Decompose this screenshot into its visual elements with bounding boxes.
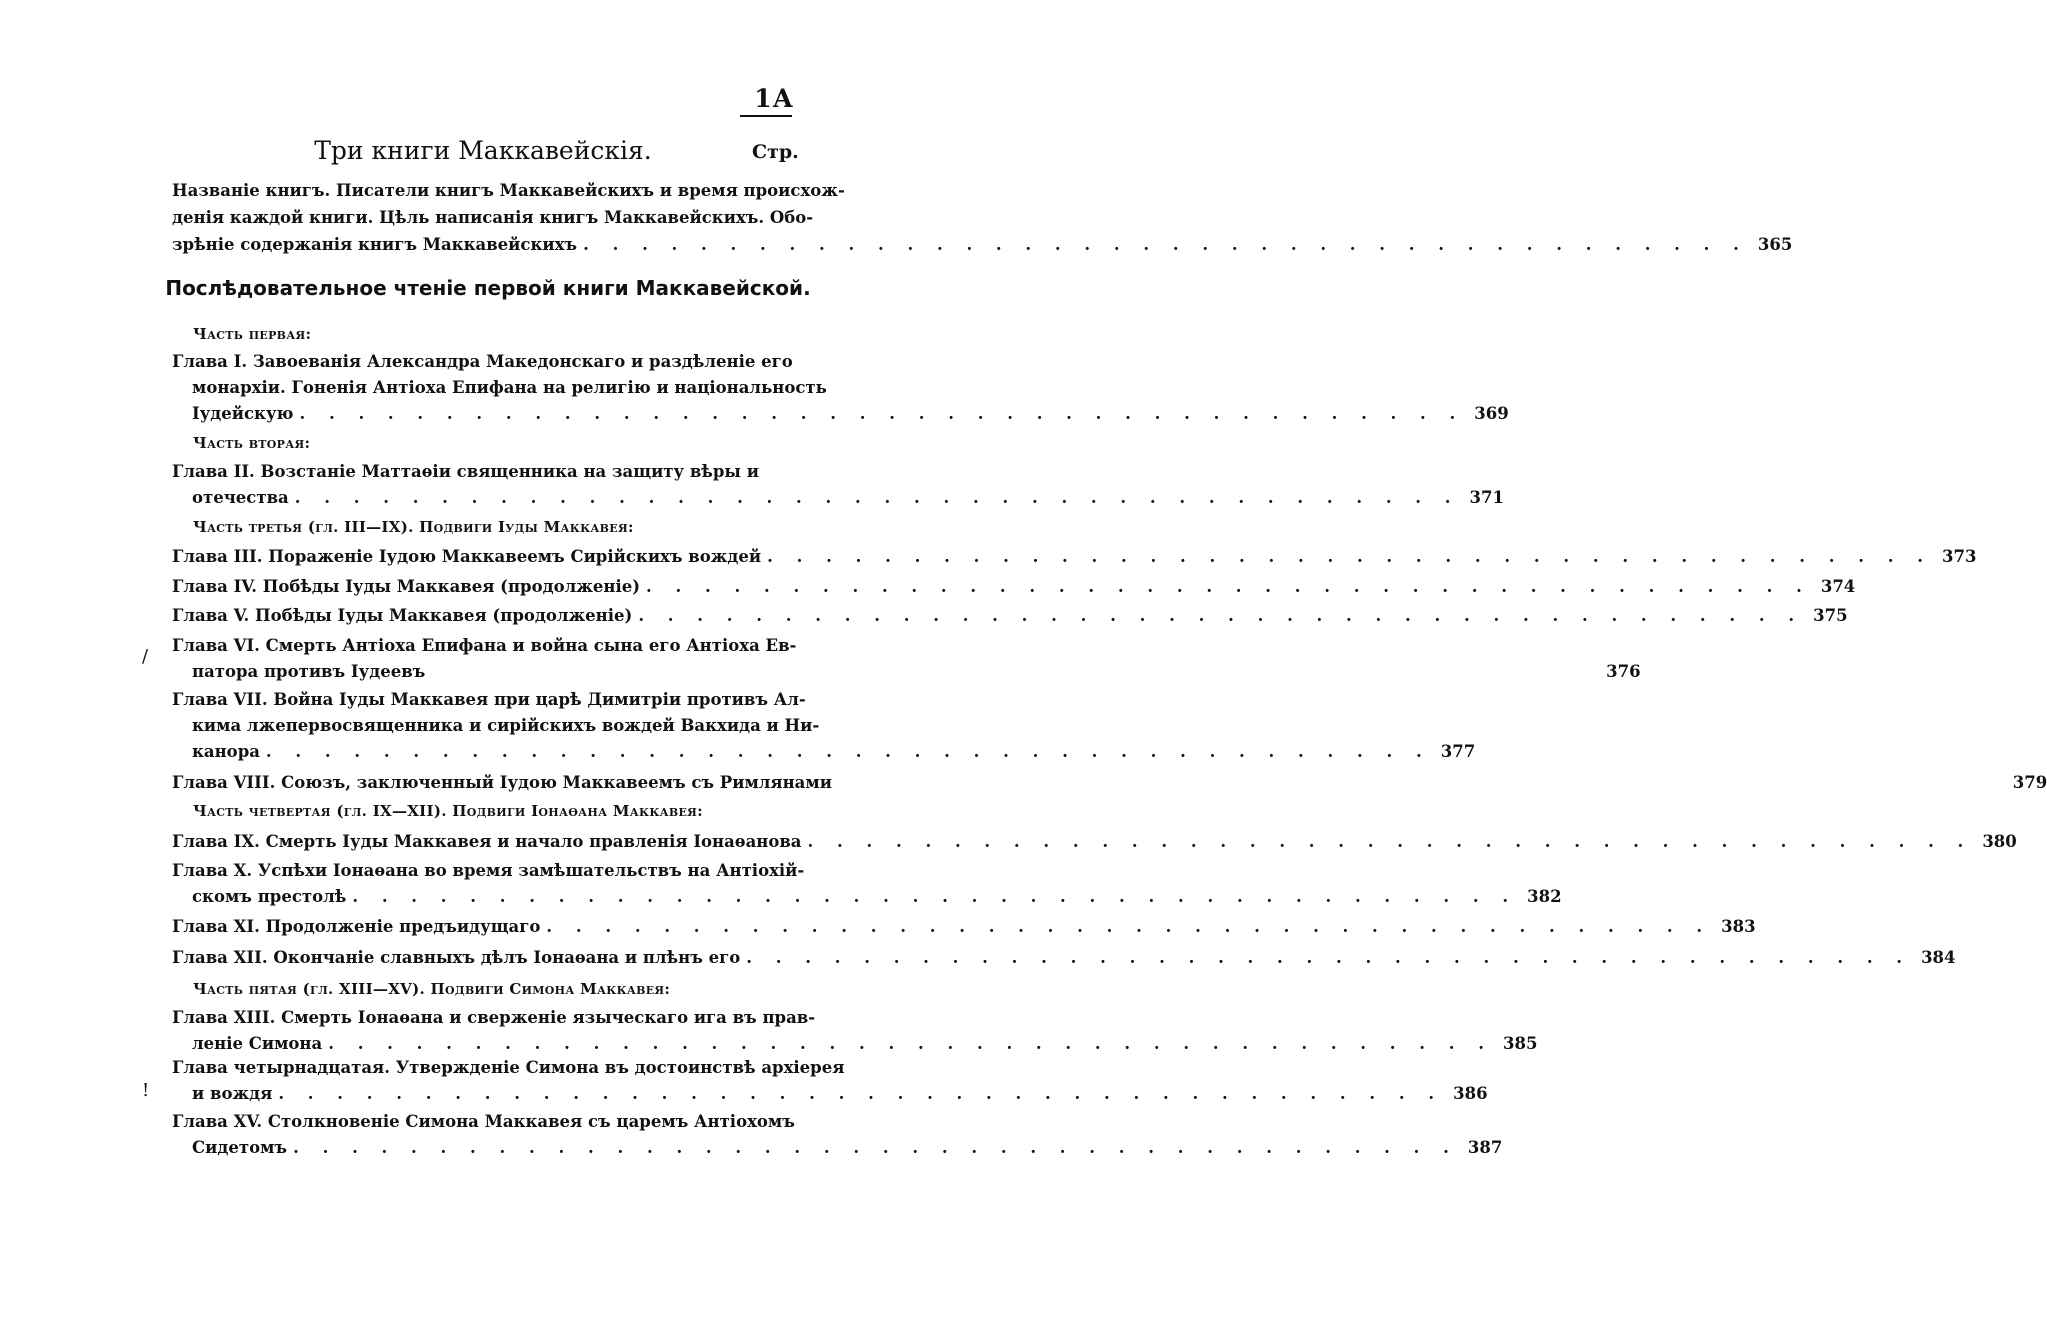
page-ref: 373 xyxy=(1941,547,1977,566)
entry-last-row xyxy=(192,662,1641,681)
intro-line: денія каждой книги. Цѣль написанія книгъ Маккавейскихъ. Обо- xyxy=(172,208,814,227)
page-ref: 379 xyxy=(2012,773,2047,792)
toc-entry xyxy=(172,1058,1488,1108)
entry-line: Глава I. Завоеванія Александра Македонскаго и раздѣленіе его xyxy=(172,352,793,371)
page-ref: 386 xyxy=(1453,1084,1488,1103)
part-heading: Часть пятая (гл. XIII—XV). Подвиги Симона Маккавея: xyxy=(193,980,671,998)
dot-leader: . . . . . . . . . . . . . . . . . . . . . . . . . . . . . . . . . . . . . . . . xyxy=(352,887,1518,906)
entry-line: Глава IV. Побѣды Іуды Маккавея (продолженіе) xyxy=(172,577,641,596)
page-ref: 382 xyxy=(1527,887,1562,906)
entry-last-row xyxy=(172,832,2017,851)
entry-last-row xyxy=(192,404,1509,423)
entry-line: Глава II. Возстаніе Маттаѳіи священника на защиту вѣры и xyxy=(172,462,759,481)
part-heading: Часть третья (гл. III—IX). Подвиги Іуды Маккавея: xyxy=(193,518,634,536)
entry-line: Іудейскую xyxy=(192,404,294,423)
margin-mark: / xyxy=(142,646,149,667)
toc-entry xyxy=(172,832,2017,858)
page-ref: 385 xyxy=(1503,1034,1538,1053)
entry-last-row xyxy=(172,773,2047,792)
toc-entry xyxy=(172,636,1641,686)
entry-line: Глава четырнадцатая. Утвержденіе Симона въ достоинствѣ архіерея xyxy=(172,1058,845,1077)
entry-last-row xyxy=(172,917,1756,936)
intro-line: Названіе книгъ. Писатели книгъ Маккавейскихъ и время происхож- xyxy=(172,181,845,200)
page-ref: 375 xyxy=(1813,606,1848,625)
entry-last-row xyxy=(192,887,1562,906)
page-ref: 371 xyxy=(1469,488,1504,507)
entry-last-row xyxy=(192,742,1476,761)
entry-line: леніе Симона xyxy=(192,1034,323,1053)
dot-leader: . . . . . . . . . . . . . . . . . . . . . . . . . . . . . . . . . . . . . . . . xyxy=(746,948,1912,967)
dot-leader: . . . . . . . . . . . . . . . . . . . . . . . . . . . . . . . . . . . . . . . . xyxy=(293,1138,1458,1157)
dot-leader: . . . . . . . . . . . . . . . . . . . . . . . . . . . . . . . . . . . . . . . . xyxy=(807,832,1973,851)
intro-entry xyxy=(172,178,1793,258)
toc-entry xyxy=(172,690,1476,766)
dot-leader: . . . . . . . . . . . . . . . . . . . . . . . . . . . . . . . . . . . . . . . . xyxy=(583,235,1748,254)
entry-line: скомъ престолѣ xyxy=(192,887,347,906)
toc-entry xyxy=(172,462,1504,512)
entry-last-row xyxy=(172,577,1856,596)
entry-line: Глава XV. Столкновеніе Симона Маккавея съ царемъ Антіохомъ xyxy=(172,1112,795,1131)
dot-leader: . . . . . . . . . . . . . . . . . . . . . . . . . . . . . . . . . . . . . . . . xyxy=(646,577,1811,596)
entry-last-row xyxy=(172,606,1848,625)
page-number: 1А xyxy=(754,84,794,113)
dot-leader: . . . . . . . . . . . . . . . . . . . . . . . . . . . . . . . . . . . . . . . . xyxy=(328,1034,1494,1053)
entry-line: Глава VII. Война Іуды Маккавея при царѣ Димитріи противъ Ал- xyxy=(172,690,806,709)
toc-entry xyxy=(172,352,1509,428)
page-ref: 377 xyxy=(1440,742,1476,761)
intro-line: зрѣніе содержанія книгъ Маккавейскихъ xyxy=(172,235,578,254)
page-column-label: Стр. xyxy=(752,141,799,163)
page-ref: 380 xyxy=(1982,832,2017,851)
entry-line: Сидетомъ xyxy=(192,1138,288,1157)
page-ref: 376 xyxy=(1606,662,1641,681)
part-heading: Часть первая: xyxy=(193,325,312,343)
entry-line: Глава V. Побѣды Іуды Маккавея (продолженіе) xyxy=(172,606,633,625)
entry-last-row xyxy=(172,948,1956,967)
entry-last-row xyxy=(192,488,1504,507)
entry-line: Глава VIII. Союзъ, заключенный Іудою Маккавеемъ съ Римлянами xyxy=(172,773,832,792)
page-ref: 365 xyxy=(1757,235,1793,254)
toc-entry xyxy=(172,948,1956,974)
part-heading: Часть четвертая (гл. IX—XII). Подвиги Іонаѳана Маккавея: xyxy=(193,802,704,820)
part-heading: Часть вторая: xyxy=(193,434,311,452)
entry-line: Глава X. Успѣхи Іонаѳана во время замѣшательствъ на Антіохій- xyxy=(172,861,805,880)
page-ref: 387 xyxy=(1467,1138,1503,1157)
entry-last-row xyxy=(192,1084,1488,1103)
dot-leader: . . . . . . . . . . . . . . . . . . . . . . . . . . . . . . . . . . . . . . . . xyxy=(546,917,1712,936)
page-ref: 383 xyxy=(1721,917,1756,936)
dot-leader: . . . . . . . . . . . . . . . . . . . . . . . . . . . . . . . . . . . . . . . . xyxy=(299,404,1465,423)
entry-last-row xyxy=(172,547,1977,566)
dot-leader: . . . . . . . . . . . . . . . . . . . . . . . . . . . . . . . . . . . . . . . . xyxy=(294,488,1460,507)
entry-line: Глава IX. Смерть Іуды Маккавея и начало правленія Іонаѳанова xyxy=(172,832,802,851)
toc-entry xyxy=(172,547,1977,573)
entry-line: Глава XII. Окончаніе славныхъ дѣлъ Іонаѳана и плѣнъ его xyxy=(172,948,741,967)
dot-leader: . . . . . . . . . . . . . . . . . . . . . . . . . . . . . . . . . . . . . . . . xyxy=(767,547,1932,566)
page-ref: 369 xyxy=(1474,404,1509,423)
entry-last-row xyxy=(192,1034,1538,1053)
page-ref: 384 xyxy=(1921,948,1956,967)
section-heading: Послѣдовательное чтеніе первой книги Маккавейской. xyxy=(165,276,811,300)
entry-line: канора xyxy=(192,742,260,761)
page-number-rule xyxy=(740,115,792,117)
entry-line: монархіи. Гоненія Антіоха Епифана на религію и національность xyxy=(192,378,827,397)
entry-line: патора противъ Іудеевъ xyxy=(192,662,426,681)
page-ref: 374 xyxy=(1820,577,1856,596)
toc-entry xyxy=(172,1008,1538,1058)
entry-line: Глава III. Пораженіе Іудою Маккавеемъ Сирійскихъ вождей xyxy=(172,547,762,566)
toc-entry xyxy=(172,861,1562,911)
toc-entry xyxy=(172,577,1856,603)
entry-line: Глава XIII. Смерть Іонаѳана и сверженіе языческаго ига въ прав- xyxy=(172,1008,816,1027)
margin-mark: ! xyxy=(142,1080,150,1101)
toc-entry xyxy=(172,773,2047,799)
entry-last-row xyxy=(192,1138,1503,1157)
book-title: Три книги Маккавейскія. xyxy=(314,136,652,165)
toc-entry xyxy=(172,1112,1503,1162)
dot-leader: . . . . . . . . . . . . . . . . . . . . . . . . . . . . . . . . . . . . . . . . xyxy=(278,1084,1444,1103)
entry-line: Глава VI. Смерть Антіоха Епифана и война сына его Антіоха Ев- xyxy=(172,636,797,655)
entry-line: Глава XI. Продолженіе предъидущаго xyxy=(172,917,541,936)
entry-line: и вождя xyxy=(192,1084,273,1103)
entry-line: кима лжепервосвященника и сирійскихъ вождей Вакхида и Ни- xyxy=(192,716,820,735)
intro-last-row xyxy=(172,232,1793,258)
toc-entry xyxy=(172,917,1756,943)
entry-line: отечества xyxy=(192,488,289,507)
dot-leader: . . . . . . . . . . . . . . . . . . . . . . . . . . . . . . . . . . . . . . . . xyxy=(638,606,1804,625)
toc-entry xyxy=(172,606,1848,632)
dot-leader: . . . . . . . . . . . . . . . . . . . . . . . . . . . . . . . . . . . . . . . . xyxy=(265,742,1431,761)
